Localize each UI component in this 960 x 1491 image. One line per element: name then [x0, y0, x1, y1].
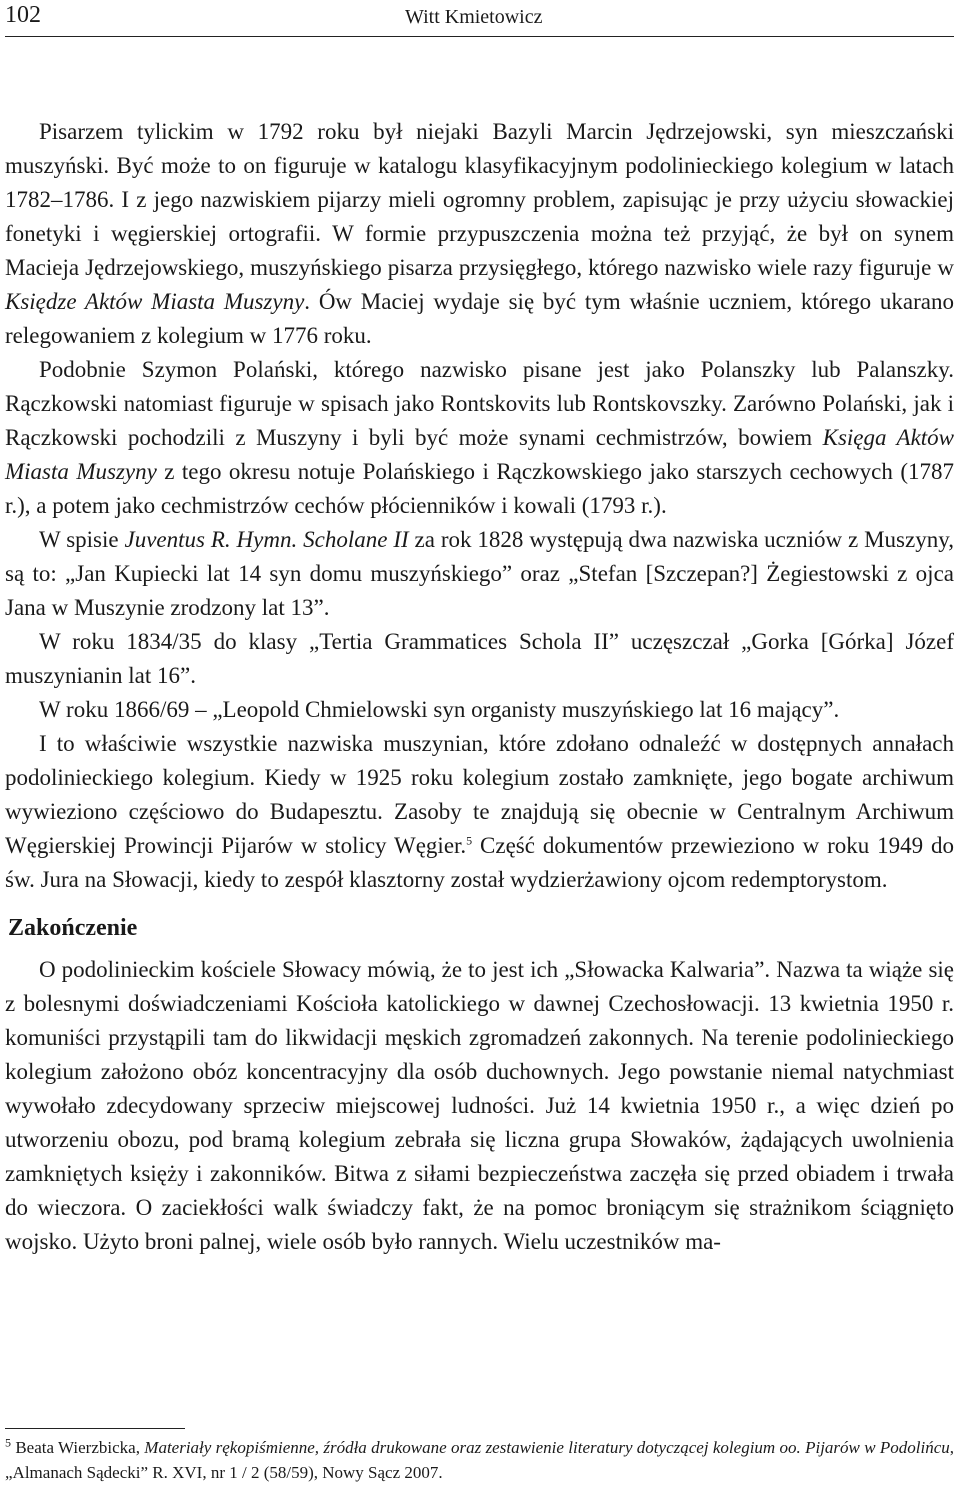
paragraph: [5, 353, 954, 523]
running-header: [5, 0, 954, 37]
text-run: W roku 1834/35 do klasy „Tertia Grammatices Schola II” uczęszczał „Gorka [Górka] Józef muszynianin lat 16”.: [5, 629, 954, 688]
italic-title: Księga Aktów Miasta Muszyny: [5, 425, 955, 484]
text-run: Podobnie Szymon Polański, którego nazwisko pisane jest jako Polanszky lub Palanszky. Rączkowski natomiast figuruje w spisach jako Rontskovits lub Rontskovszky. Zarówno Polański, jak i Rączkowski pochodzili z Muszyny i byli być może synami cechmistrzów, bowiem: [5, 357, 954, 450]
paragraph: [5, 115, 954, 353]
paragraph: [5, 953, 954, 1259]
text-run: Beata Wierzbicka,: [11, 1438, 145, 1457]
text-run: Pisarzem tylickim w 1792 roku był niejaki Bazyli Marcin Jędrzejowski, syn mieszczański muszyński. Być może to on figuruje w katalogu klasyfikacyjnym podolinieckiego kolegium w latach 1782–1786. I z jego nazwiskiem pijarzy mieli ogromny problem, zapisując je przy użyciu słowackiej fonetyki i węgierskiej ortografii. W formie przypuszczenia można też przyjąć, że był on synem Macieja Jędrzejowskiego, muszyńskiego pisarza przysięgłego, którego nazwisko wiele razy figuruje w: [5, 119, 954, 280]
section-heading: Zakończenie: [8, 915, 138, 941]
text-run: za rok 1828 występują dwa nazwiska uczniów z Muszyny, są to: „Jan Kupiecki lat 14 syn domu muszyńskiego” oraz „Stefan [Szczepan?] Żegiestowski z ojca Jana w Muszynie zrodzony lat 13”.: [5, 527, 954, 620]
text-run: z tego okresu notuje Polańskiego i Rączkowskiego jako starszych cechowych (1787 r.), a potem jako cechmistrzów cechów płócienników i kowali (1793 r.).: [5, 459, 954, 518]
text-run: . Ów Maciej wydaje się być tym właśnie uczniem, którego ukarano relegowaniem z kolegium w 1776 roku.: [5, 289, 954, 348]
text-run: , „Almanach Sądecki” R. XVI, nr 1 / 2 (58/59), Nowy Sącz 2007.: [5, 1438, 954, 1482]
footnotes: [5, 1428, 954, 1485]
text-run: Część dokumentów przewieziono w roku 1949 do św. Jura na Słowacji, kiedy to zespół klasztorny został wydzierżawiony ojcom redemptorystom.: [5, 833, 954, 892]
body-text: [5, 115, 954, 1259]
running-header-author: Witt Kmietowicz: [405, 6, 543, 28]
text-run: W roku 1866/69 – „Leopold Chmielowski syn organisty muszyńskiego lat 16 mający”.: [39, 697, 840, 722]
footnote-divider: [5, 1428, 185, 1429]
italic-title: Księdze Aktów Miasta Muszyny: [5, 289, 305, 314]
text-run: O podolinieckim kościele Słowacy mówią, że to jest ich „Słowacka Kalwaria”. Nazwa ta wiąże się z bolesnymi doświadczeniami Kościoła katolickiego w dawnej Czechosłowacji. 13 kwietnia 1950 r. komuniści przystąpili tam do likwidacji męskich zgromadzeń zakonnych. Na terenie podolinieckiego kolegium założono obóz koncentracyjny dla osób duchownych. Jego powstanie niemal natychmiast wywołało zdecydowany sprzeciw miejscowej ludności. Już 14 kwietnia 1950 r., a więc dzień po utworzeniu obozu, pod bramą kolegium zebrała się liczna grupa Słowaków, żądających uwolnienia zamkniętych księży i zakonników. Bitwa z siłami bezpieczeństwa zaczęła się przed obiadem i trwała do wieczora. O zaciekłości walk świadczy fakt, że na pomoc broniącym się strażnikom ściągnięto wojsko. Użyto broni palnej, wiele osób było rannych. Wielu uczestników ma-: [5, 957, 954, 1254]
paragraph: [5, 693, 954, 727]
text-run: W spisie: [39, 527, 125, 552]
footnote-marker: 5: [5, 1435, 11, 1450]
paragraph: [5, 523, 954, 625]
text-run: I to właściwie wszystkie nazwiska muszynian, które zdołano odnaleźć w dostępnych annałach podolinieckiego kolegium. Kiedy w 1925 roku kolegium zostało zamknięte, jego bogate archiwum wywieziono częściowo do Budapesztu. Zasoby te znajdują się obecnie w Centralnym Archiwum Węgierskiej Prowincji Pijarów w stolicy Węgier.: [5, 731, 954, 858]
italic-title: Juventus R. Hymn. Scholane II: [124, 527, 409, 552]
italic-title: Materiały rękopiśmienne, źródła drukowane oraz zestawienie literatury dotyczącej kolegium oo. Pijarów w Podolińcu: [144, 1438, 950, 1457]
footnote-marker: 5: [466, 833, 473, 848]
page-number: 102: [5, 2, 41, 28]
footnote: [5, 1435, 954, 1485]
paragraph: [5, 727, 954, 897]
paragraph: [5, 625, 954, 693]
